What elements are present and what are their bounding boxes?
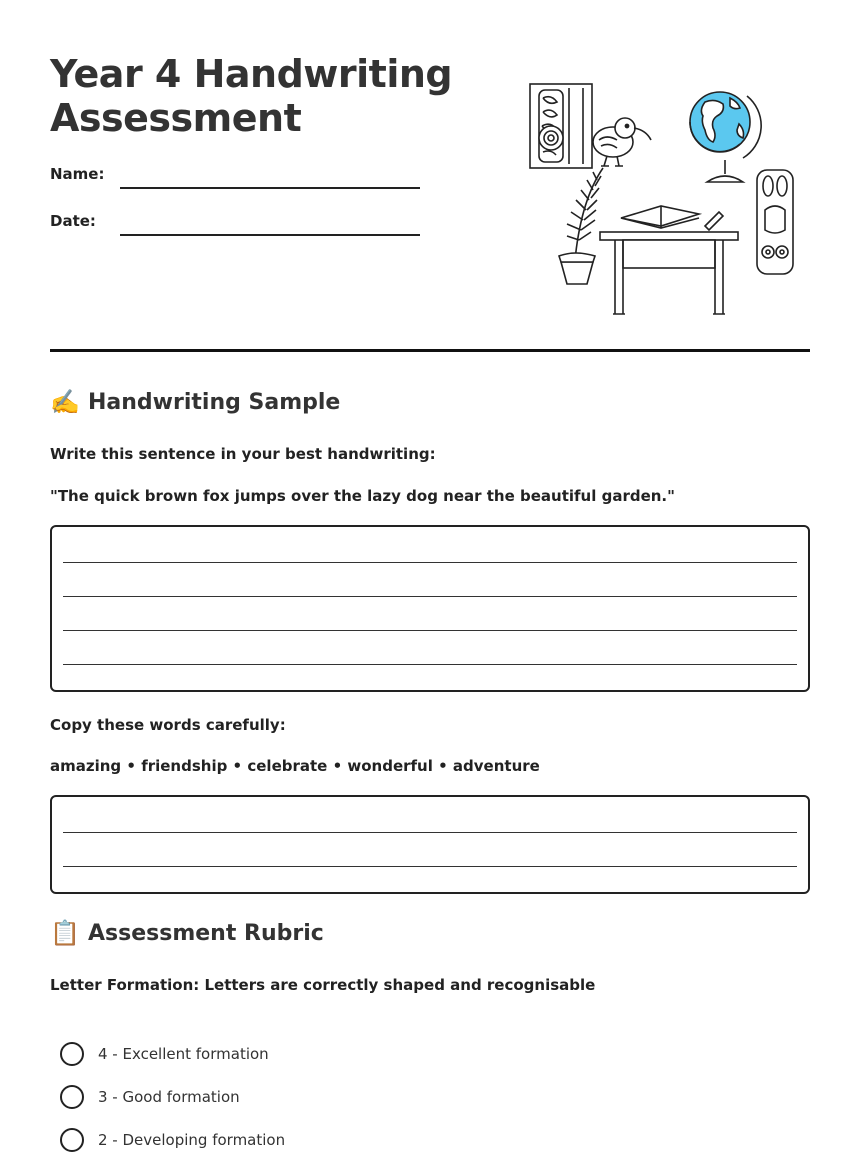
rubric-option-label: 4 - Excellent formation — [98, 1045, 269, 1063]
date-input[interactable] — [120, 214, 420, 236]
sentence-writing-box[interactable] — [50, 525, 810, 692]
date-label: Date: — [50, 212, 96, 230]
page-title-line-1: Year 4 Handwriting — [50, 52, 453, 96]
desk-icon — [600, 206, 738, 314]
page-title-line-2: Assessment — [50, 96, 302, 140]
handwriting-sample-title: Handwriting Sample — [88, 389, 341, 415]
rubric-option-label: 2 - Developing formation — [98, 1131, 286, 1149]
page-title — [50, 52, 470, 140]
radio-button[interactable] — [60, 1128, 84, 1152]
words-writing-box[interactable] — [50, 795, 810, 894]
sentence-instruction: Write this sentence in your best handwriting: — [50, 445, 436, 463]
writing-line — [63, 866, 797, 867]
copy-instruction: Copy these words carefully: — [50, 716, 286, 734]
writing-line — [63, 664, 797, 665]
fern-plant-icon — [559, 168, 603, 284]
date-field-row — [50, 212, 420, 236]
name-label: Name: — [50, 165, 105, 183]
assessment-rubric-heading — [50, 919, 324, 947]
header-divider — [50, 349, 810, 352]
classroom-illustration — [525, 80, 800, 325]
radio-button[interactable] — [60, 1085, 84, 1109]
writing-line — [63, 832, 797, 833]
sample-sentence: "The quick brown fox jumps over the lazy dog near the beautiful garden." — [50, 487, 675, 505]
rubric-option-2[interactable] — [60, 1128, 285, 1152]
clipboard-icon: 📋 — [50, 919, 80, 947]
copy-words: amazing • friendship • celebrate • wonderful • adventure — [50, 757, 540, 775]
carved-panel-icon — [530, 84, 592, 168]
tiki-carving-icon — [757, 170, 793, 274]
globe-icon — [690, 92, 761, 182]
rubric-criterion: Letter Formation: Letters are correctly shaped and recognisable — [50, 976, 596, 994]
name-input[interactable] — [120, 167, 420, 189]
radio-button[interactable] — [60, 1042, 84, 1066]
writing-line — [63, 630, 797, 631]
assessment-rubric-title: Assessment Rubric — [88, 920, 324, 946]
writing-hand-icon: ✍️ — [50, 388, 80, 416]
rubric-option-3[interactable] — [60, 1085, 240, 1109]
kiwi-bird-icon — [593, 118, 651, 166]
page-header — [50, 52, 470, 140]
rubric-option-4[interactable] — [60, 1042, 269, 1066]
writing-line — [63, 562, 797, 563]
handwriting-sample-heading — [50, 388, 340, 416]
rubric-option-label: 3 - Good formation — [98, 1088, 240, 1106]
name-field-row — [50, 165, 420, 189]
writing-line — [63, 596, 797, 597]
